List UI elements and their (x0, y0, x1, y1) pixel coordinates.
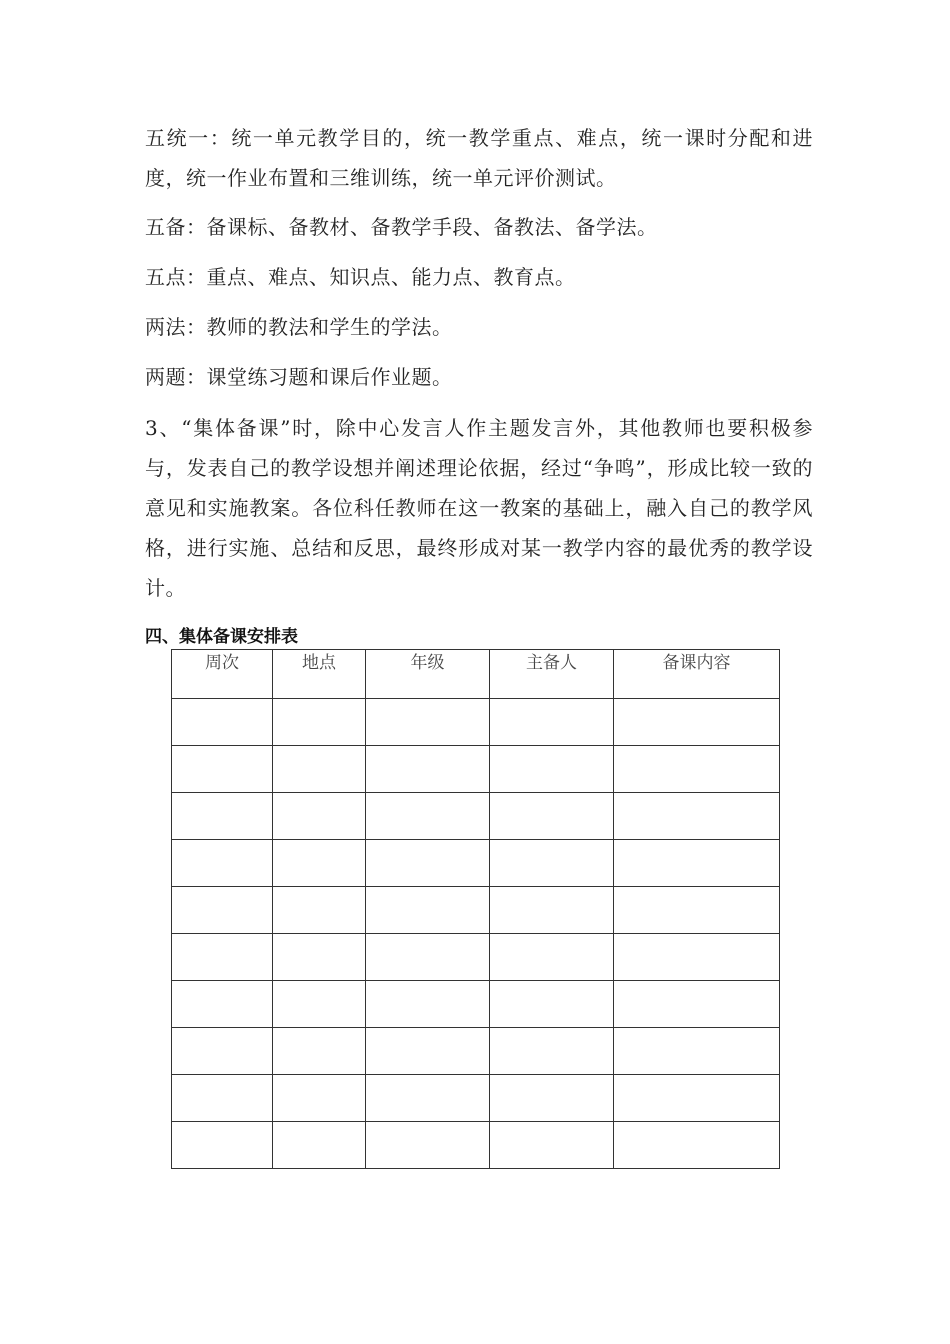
paragraph-five-points: 五点：重点、难点、知识点、能力点、教育点。 (145, 265, 576, 289)
cell-content (614, 1122, 780, 1169)
header-lead-preparer: 主备人 (490, 650, 614, 699)
header-grade: 年级 (366, 650, 490, 699)
table-row (172, 746, 780, 793)
section-heading: 四、集体备课安排表 (145, 627, 298, 647)
cell-location (273, 746, 366, 793)
table-row (172, 840, 780, 887)
cell-lead-preparer (490, 981, 614, 1028)
cell-grade (366, 746, 490, 793)
cell-content (614, 981, 780, 1028)
cell-week (172, 934, 273, 981)
cell-grade (366, 981, 490, 1028)
cell-location (273, 699, 366, 746)
cell-grade (366, 840, 490, 887)
cell-week (172, 1028, 273, 1075)
paragraph-five-unify: 五统一：统一单元教学目的，统一教学重点、难点，统一课时分配和进度，统一作业布置和三维训练，统一单元评价测试。 (145, 126, 813, 190)
cell-week (172, 1122, 273, 1169)
cell-lead-preparer (490, 1028, 614, 1075)
header-week: 周次 (172, 650, 273, 699)
cell-week (172, 793, 273, 840)
cell-grade (366, 699, 490, 746)
cell-content (614, 934, 780, 981)
table-row (172, 1122, 780, 1169)
paragraph-two-methods: 两法：教师的教法和学生的学法。 (145, 315, 453, 339)
table-row (172, 1075, 780, 1122)
cell-grade (366, 793, 490, 840)
cell-lead-preparer (490, 793, 614, 840)
cell-grade (366, 1028, 490, 1075)
cell-content (614, 887, 780, 934)
cell-content (614, 746, 780, 793)
table-row (172, 699, 780, 746)
table-row (172, 981, 780, 1028)
cell-week (172, 746, 273, 793)
paragraph-item-3: 3、“集体备课”时，除中心发言人作主题发言外，其他教师也要积极参与，发表自己的教学设想并阐述理论依据，经过“争鸣”，形成比较一致的意见和实施教案。各位科任教师在这一教案的基础上，融入自己的教学风格，进行实施、总结和反思，最终形成对某一教学内容的最优秀的教学设计。 (145, 416, 813, 600)
header-content: 备课内容 (614, 650, 780, 699)
cell-grade (366, 934, 490, 981)
cell-content (614, 793, 780, 840)
paragraph-five-prepare: 五备：备课标、备教材、备教学手段、备教法、备学法。 (145, 215, 658, 239)
cell-week (172, 699, 273, 746)
cell-lead-preparer (490, 699, 614, 746)
cell-grade (366, 1122, 490, 1169)
cell-lead-preparer (490, 1075, 614, 1122)
cell-lead-preparer (490, 1122, 614, 1169)
cell-location (273, 1122, 366, 1169)
header-location: 地点 (273, 650, 366, 699)
cell-location (273, 934, 366, 981)
schedule-table (171, 649, 780, 1169)
table-row (172, 887, 780, 934)
cell-lead-preparer (490, 934, 614, 981)
cell-location (273, 981, 366, 1028)
cell-lead-preparer (490, 746, 614, 793)
cell-content (614, 1075, 780, 1122)
table-row (172, 934, 780, 981)
cell-week (172, 1075, 273, 1122)
cell-location (273, 1028, 366, 1075)
cell-location (273, 793, 366, 840)
cell-week (172, 887, 273, 934)
cell-grade (366, 1075, 490, 1122)
cell-lead-preparer (490, 887, 614, 934)
table-header-row (172, 650, 780, 699)
cell-content (614, 1028, 780, 1075)
table-row (172, 793, 780, 840)
cell-location (273, 1075, 366, 1122)
table-row (172, 1028, 780, 1075)
cell-location (273, 887, 366, 934)
cell-location (273, 840, 366, 887)
cell-content (614, 840, 780, 887)
cell-grade (366, 887, 490, 934)
cell-week (172, 840, 273, 887)
table-body (172, 699, 780, 1169)
cell-content (614, 699, 780, 746)
paragraph-two-questions: 两题：课堂练习题和课后作业题。 (145, 365, 453, 389)
cell-week (172, 981, 273, 1028)
cell-lead-preparer (490, 840, 614, 887)
